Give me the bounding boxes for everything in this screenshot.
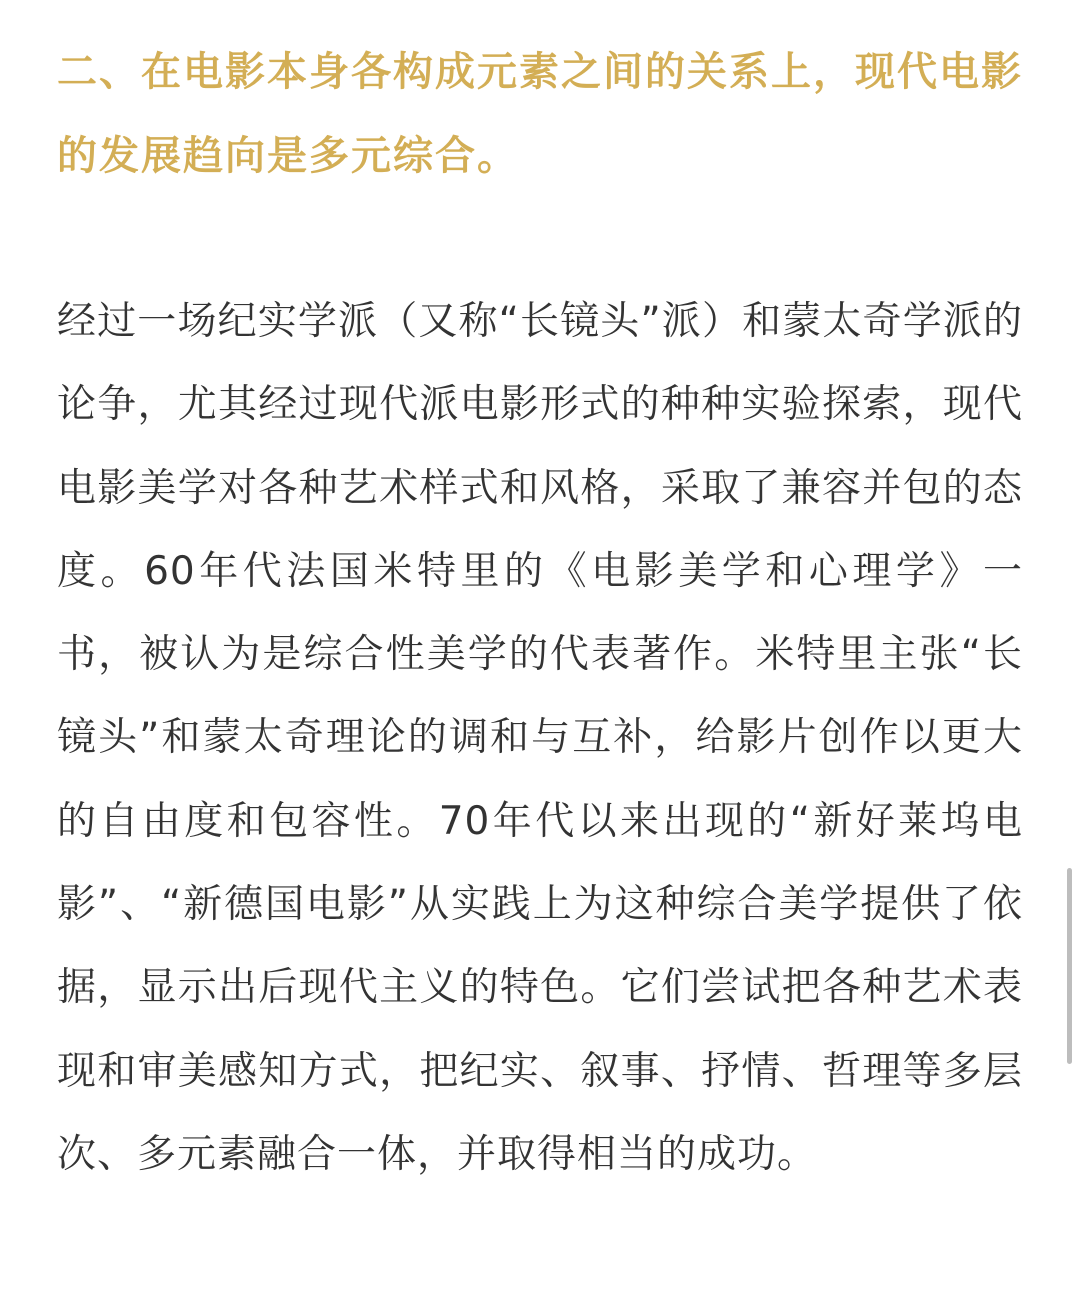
article xyxy=(57,0,1023,1177)
section-heading: 二、在电影本身各构成元素之间的关系上，现代电影的发展趋向是多元综合。 xyxy=(57,49,1023,179)
scrollbar-thumb[interactable] xyxy=(1067,868,1072,1064)
body-paragraph: 经过一场纪实学派（又称“长镜头”派）和蒙太奇学派的论争，尤其经过现代派电影形式的种种实验探索，现代电影美学对各种艺术样式和风格，采取了兼容并包的态度。60年代法国米特里的《电影美学和心理学》一书，被认为是综合性美学的代表著作。米特里主张“长镜头”和蒙太奇理论的调和与互补，给影片创作以更大的自由度和包容性。70年代以来出现的“新好莱坞电影”、“新德国电影”从实践上为这种综合美学提供了依据，显示出后现代主义的特色。它们尝试把各种艺术表现和审美感知方式，把纪实、叙事、抒情、哲理等多层次、多元素融合一体，并取得相当的成功。 xyxy=(57,299,1023,1177)
